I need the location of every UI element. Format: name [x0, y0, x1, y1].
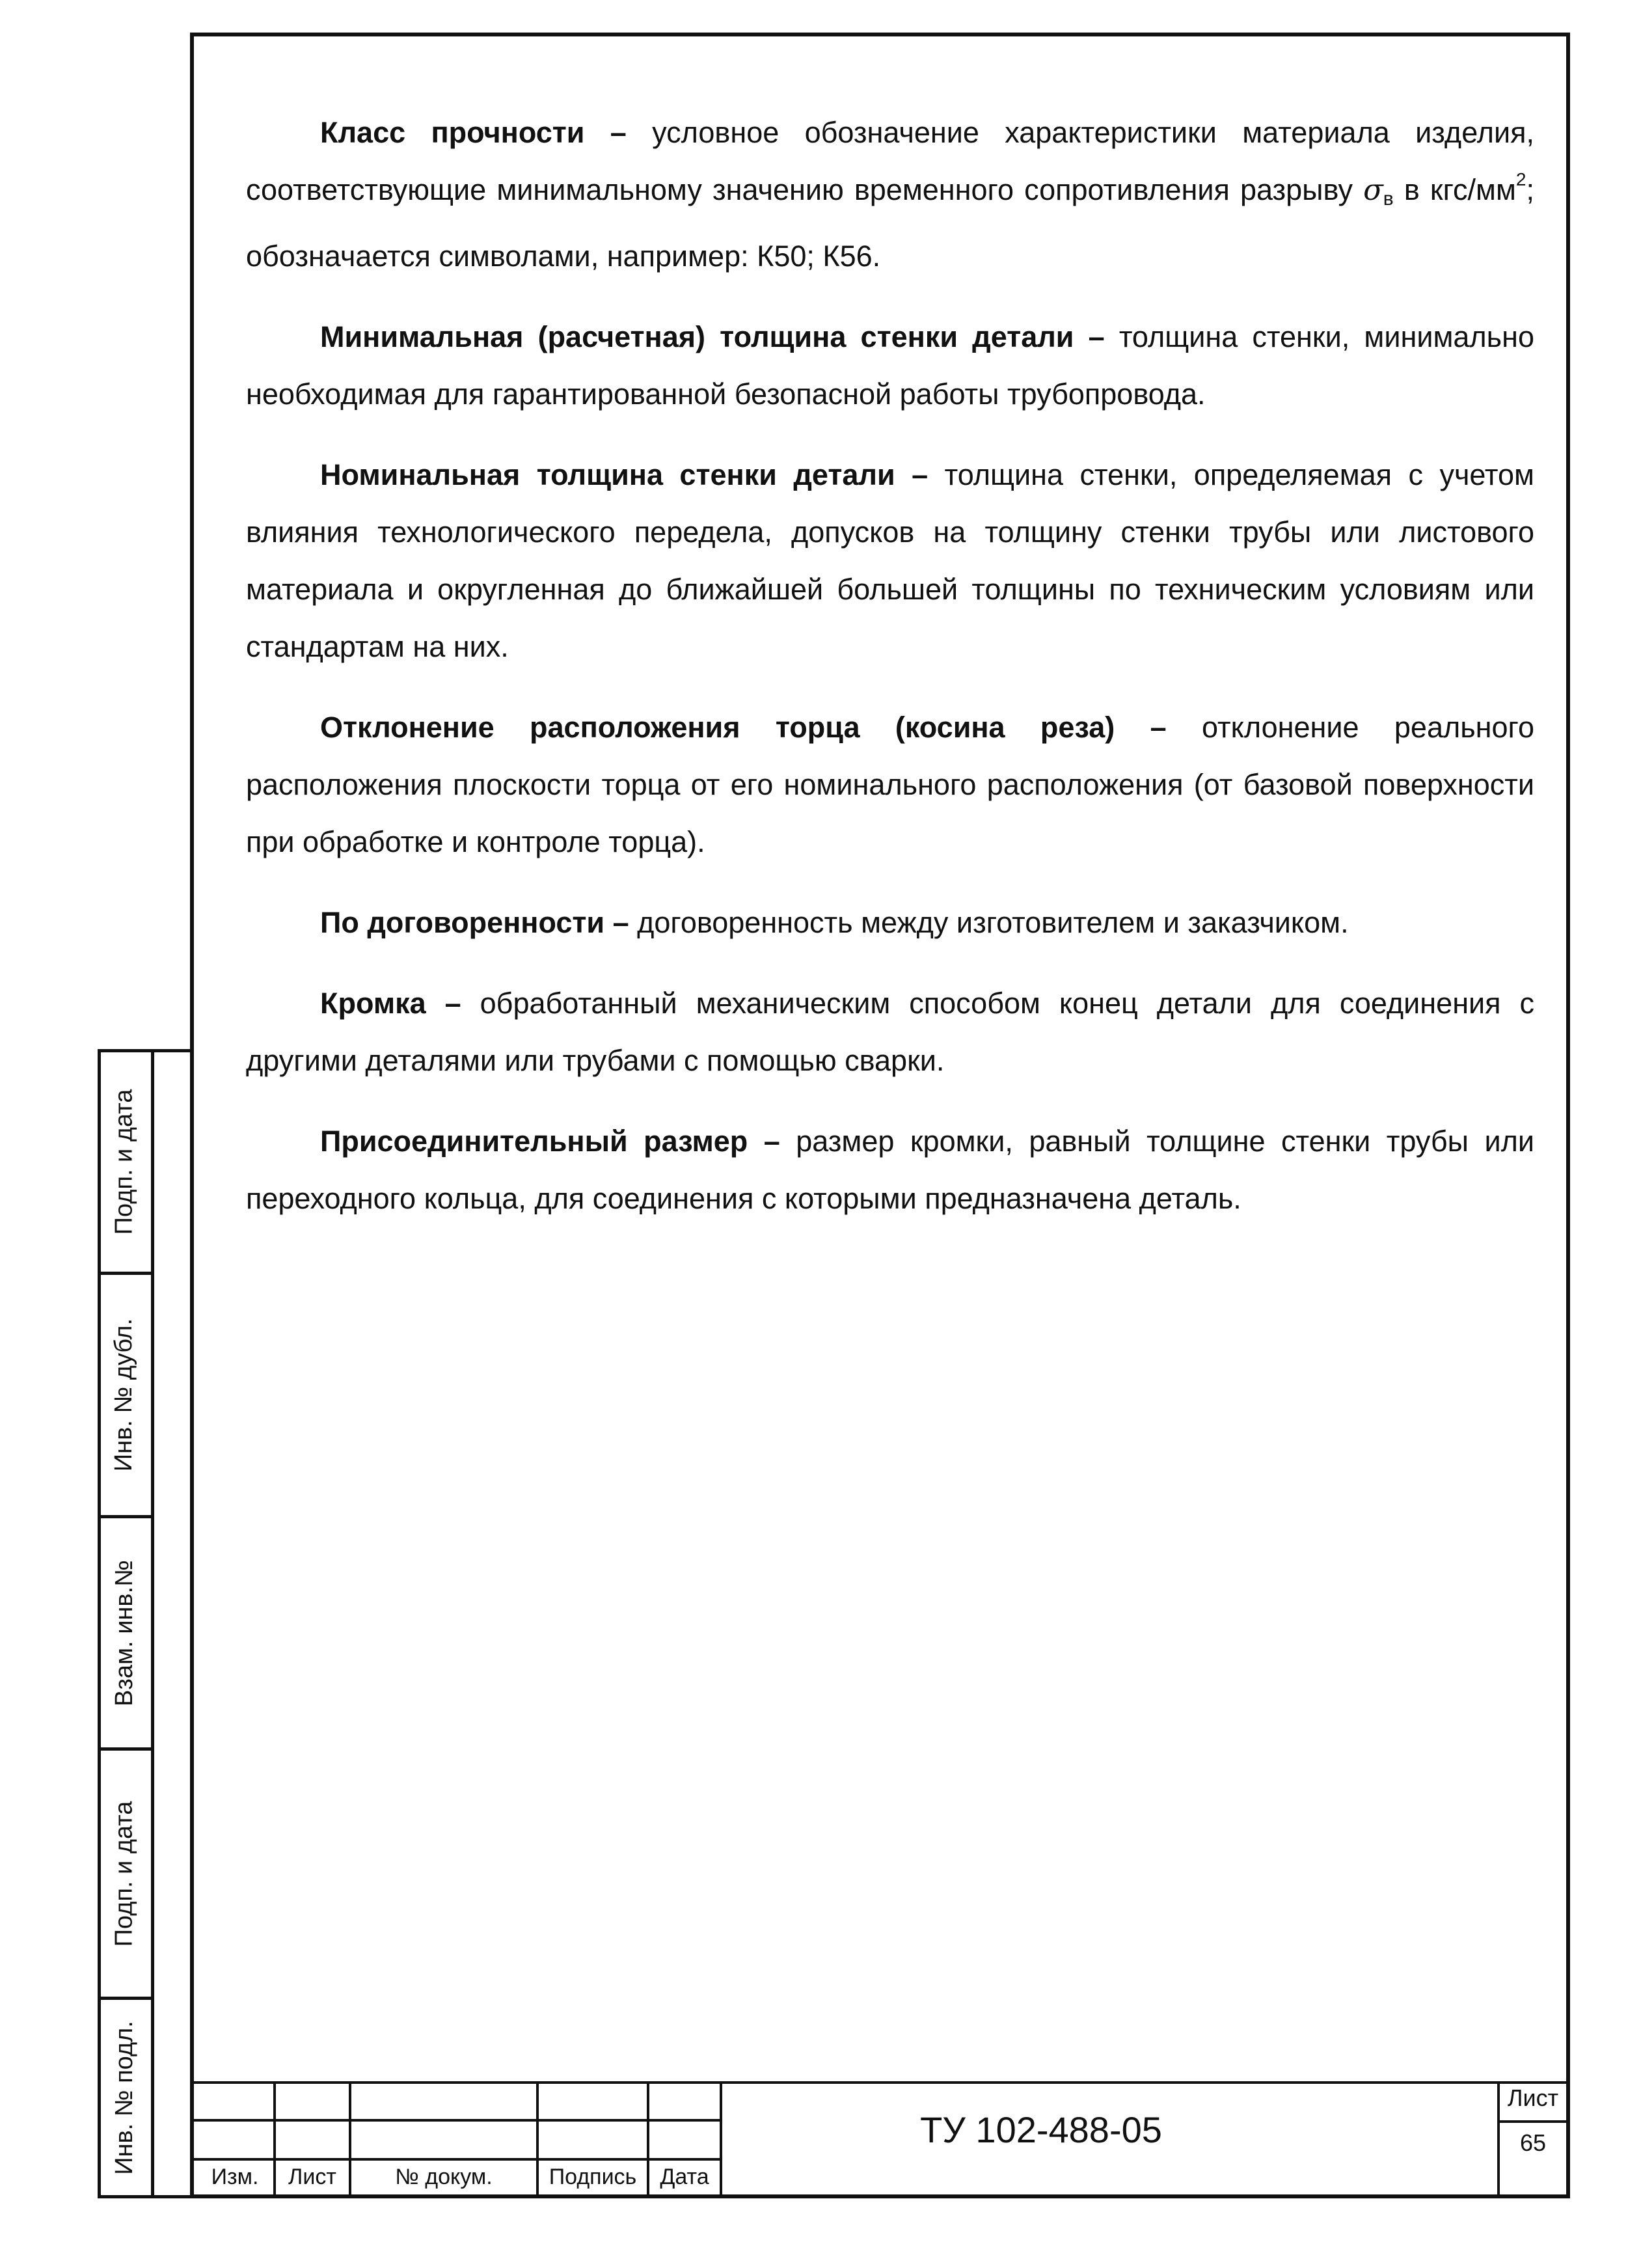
definition-text: толщина стенки, определяемая с учетом влияния технологического передела, допусков на толщину стенки трубы или листового материала и округленная до ближайшей большей толщины по техническим условиям или стандартам на них.: [246, 458, 1534, 663]
col-header-doc-no: № докум.: [395, 2165, 493, 2189]
paragraph-min-thickness: [246, 308, 1534, 423]
paragraph-by-agreement: [246, 894, 1534, 951]
strip-cell-replace-inv: [98, 1518, 151, 1751]
definition-text: договоренность между изготовителем и заказчиком.: [629, 906, 1349, 939]
definition-text-end: ; обозначается символами, например: К50; К56.: [246, 173, 1534, 273]
strip-cell-sign-date-1: [98, 1052, 151, 1275]
definition-text: толщина стенки, минимально необходимая для гарантированной безопасной работы трубопровода.: [246, 320, 1534, 411]
superscript: 2: [1515, 169, 1526, 189]
paragraph-connection-size: [246, 1113, 1534, 1227]
document-body: [246, 104, 1534, 1251]
paragraph-nominal-thickness: [246, 446, 1534, 676]
col-header-change: Изм.: [211, 2165, 259, 2189]
term: По договоренности –: [320, 906, 629, 939]
definition-text: размер кромки, равный толщине стенки трубы или переходного кольца, для соединения с которыми предназначена деталь.: [246, 1125, 1534, 1215]
definition-text: обработанный механическим способом конец детали для соединения с другими деталями или трубами с помощью сварки.: [246, 987, 1535, 1077]
term: Отклонение расположения торца (косина реза) –: [320, 711, 1167, 744]
sheet-cell-line: [1497, 2081, 1500, 2198]
term: Номинальная толщина стенки детали –: [320, 458, 929, 491]
strip-label: Подп. и дата: [110, 1089, 138, 1235]
sheet-label: Лист: [1507, 2084, 1559, 2111]
term: Минимальная (расчетная) толщина стенки детали –: [320, 320, 1105, 353]
strip-label: Взам. инв.№: [110, 1559, 138, 1706]
paragraph-end-deviation: [246, 699, 1534, 871]
grid-col-line: [720, 2081, 722, 2198]
sigma-symbol: σ: [1363, 172, 1383, 207]
strip-label: Инв. № дубл.: [110, 1318, 138, 1472]
binding-strip-divider: [151, 1049, 154, 2198]
strip-label: Инв. № подл.: [110, 2020, 138, 2175]
sheet-number: 65: [1519, 2129, 1547, 2156]
col-header-signature: Подпись: [549, 2165, 637, 2189]
paragraph-edge: [246, 975, 1534, 1089]
term: Кромка –: [320, 987, 461, 1020]
col-header-date: Дата: [660, 2165, 709, 2189]
sheet-cell-divider: [1497, 2120, 1570, 2123]
definition-text: отклонение реального расположения плоскости торца от его номинального расположения (от базовой поверхности при обработке и контроле торца).: [246, 711, 1534, 858]
document-code: ТУ 102-488-05: [920, 2109, 1162, 2150]
strip-cell-dup-inv: [98, 1275, 151, 1518]
definition-text: условное обозначение характеристики материала изделия, соответствующие минимальному значению временного сопротивления разрыву: [246, 116, 1534, 206]
col-header-sheet: Лист: [288, 2165, 336, 2189]
strip-label: Подп. и дата: [110, 1801, 138, 1947]
term: Присоединительный размер –: [320, 1125, 780, 1158]
paragraph-strength-class: [246, 104, 1534, 285]
title-block-top-line: [194, 2081, 1570, 2084]
definition-text-unit: в кгс/мм: [1393, 173, 1516, 206]
strip-cell-orig-inv: [98, 2000, 151, 2195]
sigma-subscript: в: [1383, 188, 1394, 210]
strip-cell-sign-date-2: [98, 1751, 151, 2000]
term: Класс прочности –: [320, 116, 627, 149]
